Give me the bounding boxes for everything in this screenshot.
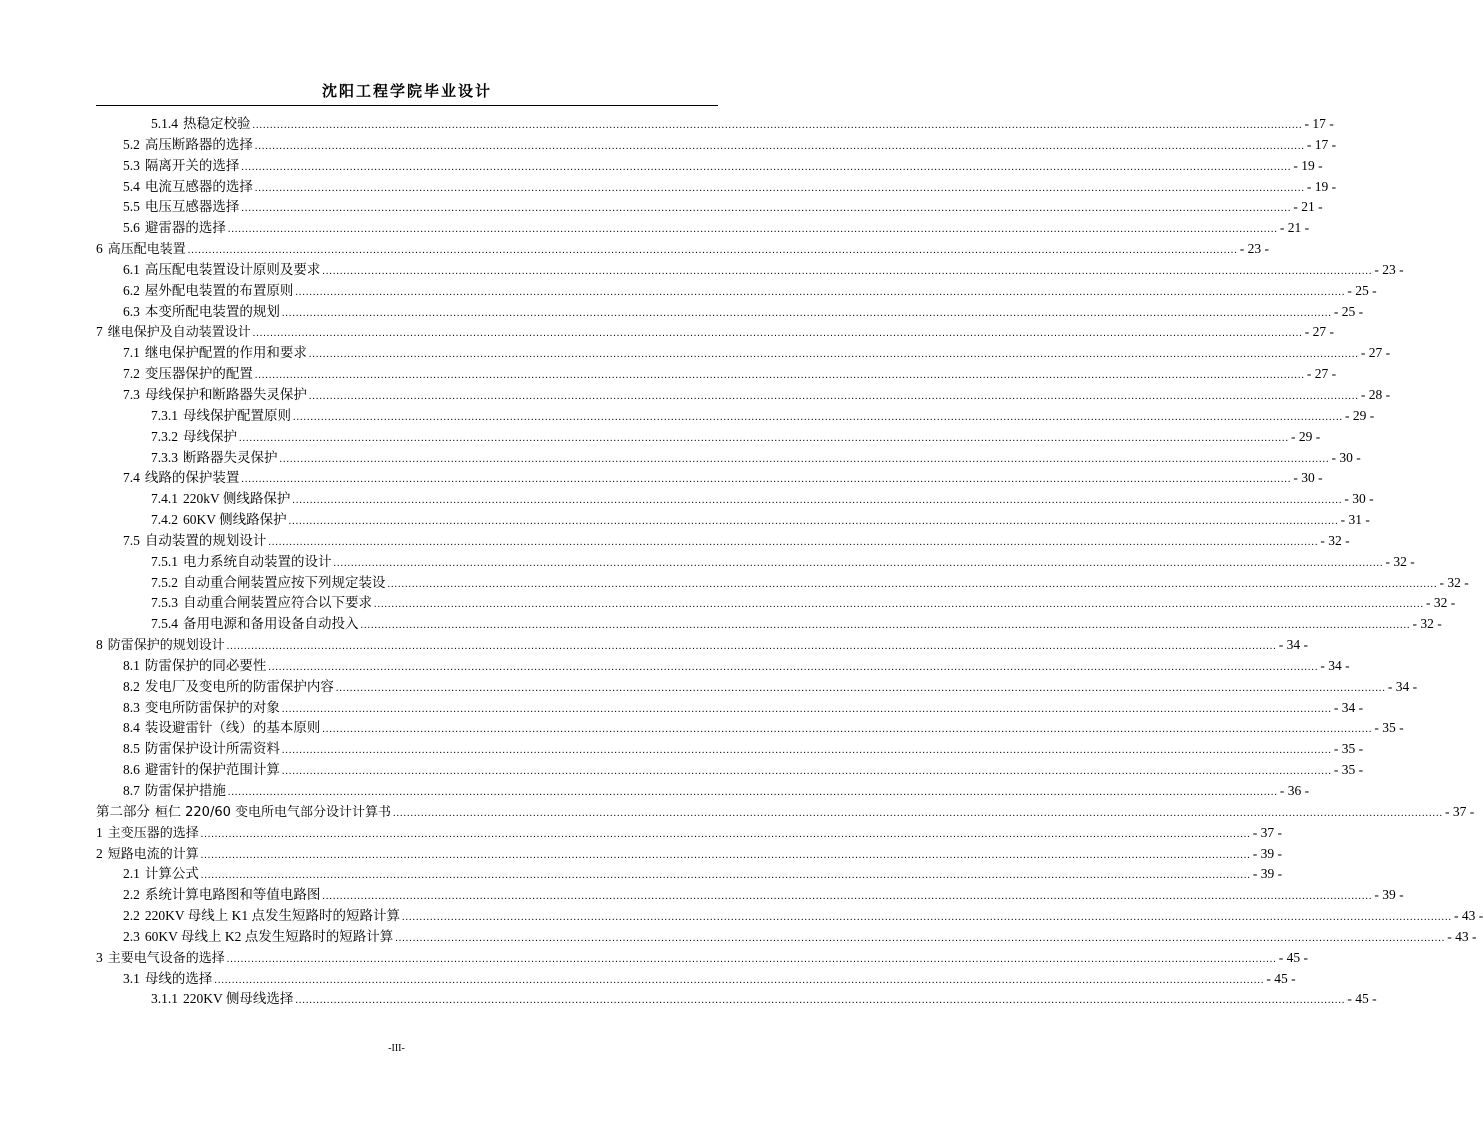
toc-entry-page: - 45 - (1278, 949, 1309, 965)
toc-entry-number: 7.4 (123, 470, 140, 486)
toc-entry-title: 电力系统自动装置的设计 (183, 553, 332, 569)
toc-entry-number: 7.5.1 (151, 553, 178, 569)
toc-dot-leader: ............................................................................................................................................................................................................................................................................................................ (360, 620, 1411, 632)
toc-entry-page: - 35 - (1374, 720, 1404, 736)
toc-entry-number: 5.6 (123, 220, 140, 236)
toc-entry-number: 7.2 (123, 366, 140, 382)
toc-entry-number: 8.2 (123, 678, 140, 694)
toc-entry[interactable] (96, 698, 1364, 719)
toc-dot-leader: ............................................................................................................................................................................................................................................................................................................ (227, 224, 1278, 236)
toc-entry-title: 防雷保护的规划设计 (107, 638, 225, 654)
toc-entry[interactable] (96, 823, 1283, 844)
toc-entry[interactable] (96, 468, 1323, 489)
toc-entry-number: 6.2 (123, 282, 140, 298)
toc-entry-number: 7.4.2 (151, 512, 178, 528)
toc-entry-number: 8.5 (123, 741, 140, 757)
toc-entry-number: 2.2 (123, 908, 140, 924)
toc-entry[interactable] (96, 197, 1323, 218)
toc-entry[interactable] (96, 364, 1337, 385)
toc-dot-leader: ............................................................................................................................................................................................................................................................................................................ (281, 307, 1332, 319)
toc-entry[interactable] (96, 802, 1475, 823)
toc-entry-title: 隔离开关的选择 (144, 157, 240, 173)
toc-entry-number: 6.1 (123, 261, 140, 277)
toc-entry[interactable] (96, 573, 1469, 594)
toc-entry-page: - 30 - (1331, 449, 1361, 465)
toc-dot-leader: ............................................................................................................................................................................................................................................................................................................ (214, 974, 1265, 986)
toc-entry-title: 发电厂及变电所的防雷保护内容 (144, 678, 334, 694)
page-number: -III- (388, 1043, 405, 1054)
toc-dot-leader: ............................................................................................................................................................................................................................................................................................................ (308, 349, 1359, 361)
toc-entry-title: 60KV 母线上 K2 点发生短路时的短路计算 (144, 928, 394, 944)
toc-entry-number: 7.5 (123, 532, 140, 548)
toc-entry-title: 变电所防雷保护的对象 (144, 699, 280, 715)
toc-entry-page: - 32 - (1426, 595, 1456, 611)
toc-entry-page: - 27 - (1304, 324, 1335, 340)
toc-entry[interactable] (96, 656, 1350, 677)
toc-entry-number: 2 (96, 845, 103, 861)
toc-dot-leader: ............................................................................................................................................................................................................................................................................................................ (241, 474, 1292, 486)
toc-entry-title: 防雷保护设计所需资料 (144, 741, 280, 757)
toc-entry-page: - 34 - (1320, 657, 1350, 673)
toc-dot-leader: ............................................................................................................................................................................................................................................................................................................ (374, 599, 1424, 611)
toc-entry-title: 自动装置的规划设计 (144, 532, 267, 548)
toc-entry-title: 屋外配电装置的布置原则 (144, 282, 294, 298)
toc-entry-page: - 30 - (1344, 491, 1374, 507)
toc-entry[interactable] (96, 969, 1296, 990)
toc-entry-title: 系统计算电路图和等值电路图 (144, 887, 321, 903)
toc-dot-leader: ............................................................................................................................................................................................................................................................................................................ (252, 120, 1303, 131)
toc-dot-leader: ............................................................................................................................................................................................................................................................................................................ (322, 724, 1373, 736)
toc-dot-leader: ............................................................................................................................................................................................................................................................................................................ (254, 182, 1305, 194)
toc-dot-leader: ............................................................................................................................................................................................................................................................................................................ (281, 703, 1332, 715)
toc-entry-number: 8.4 (123, 720, 140, 736)
toc-entry-title: 主要电气设备的选择 (107, 950, 225, 966)
table-of-contents (96, 114, 1483, 1010)
toc-entry-number: 1 (96, 824, 103, 840)
toc-entry-page: - 32 - (1385, 553, 1415, 569)
toc-dot-leader: ............................................................................................................................................................................................................................................................................................................ (292, 495, 1343, 507)
toc-entry[interactable] (96, 135, 1337, 156)
toc-entry[interactable] (96, 531, 1350, 552)
toc-entry-page: - 29 - (1291, 428, 1321, 444)
toc-entry-page: - 32 - (1320, 532, 1350, 548)
toc-entry-number: 5.5 (123, 199, 140, 215)
toc-dot-leader: ............................................................................................................................................................................................................................................................................................................ (268, 661, 1319, 673)
toc-entry[interactable] (96, 718, 1404, 739)
toc-dot-leader: ............................................................................................................................................................................................................................................................................................................ (288, 516, 1339, 528)
toc-entry-title: 主变压器的选择 (107, 825, 199, 841)
toc-entry-title: 220kV 侧线路保护 (183, 491, 291, 507)
toc-entry[interactable] (96, 781, 1310, 802)
toc-entry-page: - 17 - (1306, 136, 1337, 152)
toc-dot-leader: ............................................................................................................................................................................................................................................................................................................ (308, 390, 1359, 402)
toc-entry-title: 防雷保护的同必要性 (144, 657, 267, 673)
toc-entry-page: - 39 - (1374, 887, 1404, 903)
toc-entry-title: 备用电源和备用设备自动投入 (183, 616, 359, 632)
toc-entry-page: - 25 - (1333, 303, 1364, 319)
toc-dot-leader: ............................................................................................................................................................................................................................................................................................................ (226, 641, 1277, 653)
toc-entry-title: 电流互感器的选择 (144, 178, 253, 194)
toc-dot-leader: ............................................................................................................................................................................................................................................................................................................ (226, 953, 1277, 965)
toc-entry-title: 电压互感器选择 (144, 199, 240, 215)
toc-entry-page: - 17 - (1304, 116, 1334, 131)
toc-entry-page: - 28 - (1360, 386, 1391, 402)
toc-entry-title: 桓仁 220/60 变电所电气部分设计计算书 (155, 804, 391, 820)
toc-entry-number: 7.3 (123, 386, 140, 402)
toc-entry-title: 自动重合闸装置应按下列规定装设 (183, 574, 386, 590)
toc-dot-leader: ............................................................................................................................................................................................................................................................................................................ (293, 411, 1343, 423)
toc-entry-page: - 34 - (1278, 637, 1309, 653)
toc-entry-number: 3.1.1 (151, 991, 178, 1007)
toc-entry[interactable] (96, 885, 1404, 906)
toc-entry[interactable] (96, 385, 1391, 406)
toc-entry[interactable] (96, 927, 1477, 948)
toc-dot-leader: ............................................................................................................................................................................................................................................................................................................ (281, 745, 1332, 757)
toc-dot-leader: ............................................................................................................................................................................................................................................................................................................ (393, 807, 1443, 819)
toc-entry-number: 2.1 (123, 866, 140, 882)
toc-dot-leader: ............................................................................................................................................................................................................................................................................................................ (387, 578, 1438, 590)
toc-entry[interactable] (96, 406, 1375, 427)
toc-entry[interactable] (96, 343, 1391, 364)
toc-entry-number: 7.3.3 (151, 449, 178, 465)
toc-entry-page: - 23 - (1239, 241, 1270, 257)
toc-entry-page: - 31 - (1340, 512, 1370, 528)
toc-dot-leader: ............................................................................................................................................................................................................................................................................................................ (322, 891, 1373, 903)
toc-entry-page: - 29 - (1345, 407, 1375, 423)
toc-entry-title: 计算公式 (144, 866, 199, 882)
toc-entry[interactable] (96, 489, 1374, 510)
toc-entry-number: 7.1 (123, 345, 140, 361)
toc-entry[interactable] (96, 906, 1483, 927)
toc-entry-page: - 39 - (1252, 845, 1283, 861)
toc-entry-page: - 43 - (1454, 908, 1483, 924)
toc-entry-number: 第二部分 (96, 803, 150, 819)
toc-entry-page: - 21 - (1279, 220, 1310, 236)
toc-entry-title: 220KV 母线上 K1 点发生短路时的短路计算 (144, 908, 401, 924)
toc-entry[interactable] (96, 760, 1364, 781)
toc-entry-number: 3 (96, 949, 103, 965)
toc-entry-number: 3.1 (123, 970, 140, 986)
toc-entry-page: - 37 - (1252, 824, 1283, 840)
toc-dot-leader: ............................................................................................................................................................................................................................................................................................................ (241, 161, 1292, 173)
toc-entry[interactable] (96, 260, 1404, 281)
toc-entry-title: 防雷保护措施 (144, 783, 226, 798)
toc-dot-leader: ............................................................................................................................................................................................................................................................................................................ (333, 557, 1384, 569)
toc-entry-number: 8.1 (123, 657, 140, 673)
toc-entry-title: 母线的选择 (144, 970, 213, 986)
toc-dot-leader: ............................................................................................................................................................................................................................................................................................................ (200, 849, 1251, 861)
toc-entry[interactable] (96, 948, 1309, 969)
toc-dot-leader: ............................................................................................................................................................................................................................................................................................................ (254, 140, 1305, 152)
toc-entry-number: 8.7 (123, 783, 140, 798)
toc-entry-page: - 43 - (1447, 928, 1477, 944)
toc-entry-page: - 32 - (1439, 574, 1469, 590)
toc-entry[interactable] (96, 864, 1283, 885)
toc-entry-page: - 39 - (1252, 866, 1283, 882)
toc-entry-number: 7.5.4 (151, 616, 178, 632)
toc-entry-title: 自动重合闸装置应符合以下要求 (183, 595, 372, 611)
toc-entry-number: 7.4.1 (151, 491, 178, 507)
toc-entry-number: 7.3.1 (151, 407, 178, 423)
toc-entry-page: - 35 - (1333, 741, 1364, 757)
toc-entry-title: 继电保护配置的作用和要求 (144, 345, 307, 361)
toc-entry-title: 断路器失灵保护 (183, 449, 278, 465)
toc-dot-leader: ............................................................................................................................................................................................................................................................................................................ (252, 328, 1303, 340)
toc-entry-number: 7.5.3 (151, 595, 178, 611)
toc-entry-title: 220KV 侧母线选择 (183, 991, 294, 1007)
toc-dot-leader: ............................................................................................................................................................................................................................................................................................................ (395, 932, 1446, 944)
header-rule (96, 105, 718, 106)
toc-dot-leader: ............................................................................................................................................................................................................................................................................................................ (200, 870, 1251, 882)
toc-entry-title: 60KV 侧线路保护 (183, 512, 287, 528)
toc-entry-title: 装设避雷针（线）的基本原则 (144, 720, 321, 736)
toc-entry-page: - 25 - (1347, 282, 1377, 298)
toc-dot-leader: ............................................................................................................................................................................................................................................................................................................ (281, 766, 1332, 778)
toc-entry-page: - 35 - (1333, 762, 1364, 778)
toc-entry-page: - 27 - (1306, 366, 1337, 382)
toc-dot-leader: ............................................................................................................................................................................................................................................................................................................ (295, 995, 1346, 1007)
toc-entry-title: 本变所配电装置的规划 (144, 303, 280, 319)
toc-entry-number: 5.3 (123, 157, 140, 173)
toc-entry-page: - 34 - (1333, 699, 1364, 715)
toc-entry[interactable] (96, 177, 1337, 198)
toc-entry[interactable] (96, 114, 1334, 135)
toc-entry-number: 8.6 (123, 762, 140, 778)
toc-dot-leader: ............................................................................................................................................................................................................................................................................................................ (402, 912, 1453, 924)
toc-dot-leader: ............................................................................................................................................................................................................................................................................................................ (227, 787, 1278, 798)
toc-entry-page: - 37 - (1445, 803, 1475, 819)
toc-entry-page: - 45 - (1266, 970, 1296, 986)
toc-entry-title: 继电保护及自动装置设计 (107, 325, 251, 341)
toc-entry[interactable] (96, 677, 1418, 698)
toc-entry-page: - 19 - (1306, 178, 1337, 194)
toc-entry[interactable] (96, 427, 1321, 448)
toc-entry-number: 5.2 (123, 136, 140, 152)
toc-entry-title: 变压器保护的配置 (144, 366, 253, 382)
toc-entry[interactable] (96, 593, 1456, 614)
toc-entry-page: - 27 - (1360, 345, 1391, 361)
page-header-title: 沈阳工程学院毕业设计 (321, 82, 492, 100)
toc-dot-leader: ............................................................................................................................................................................................................................................................................................................ (295, 286, 1346, 298)
toc-dot-leader: ............................................................................................................................................................................................................................................................................................................ (254, 370, 1305, 382)
toc-entry-number: 5.1.4 (151, 116, 178, 131)
toc-entry[interactable] (96, 739, 1364, 760)
toc-dot-leader: ............................................................................................................................................................................................................................................................................................................ (322, 265, 1373, 277)
toc-entry-title: 避雷器的选择 (144, 220, 226, 236)
toc-entry[interactable] (96, 322, 1335, 343)
toc-entry-number: 7 (96, 324, 103, 340)
toc-entry-page: - 34 - (1387, 678, 1418, 694)
toc-entry[interactable] (96, 552, 1415, 573)
toc-entry-title: 高压断路器的选择 (144, 136, 253, 152)
toc-entry-page: - 30 - (1293, 470, 1323, 486)
toc-entry-number: 8.3 (123, 699, 140, 715)
toc-entry-title: 高压配电装置 (107, 242, 186, 258)
toc-dot-leader: ............................................................................................................................................................................................................................................................................................................ (200, 828, 1251, 840)
toc-entry[interactable] (96, 510, 1370, 531)
toc-entry[interactable] (96, 448, 1361, 469)
toc-entry-title: 母线保护 (183, 428, 237, 444)
toc-entry[interactable] (96, 989, 1377, 1010)
toc-entry-page: - 45 - (1347, 991, 1377, 1007)
toc-entry-number: 8 (96, 637, 103, 653)
toc-entry[interactable] (96, 281, 1377, 302)
toc-entry-page: - 32 - (1412, 616, 1442, 632)
toc-entry-title: 热稳定校验 (183, 116, 251, 131)
toc-dot-leader: ............................................................................................................................................................................................................................................................................................................ (239, 432, 1289, 444)
toc-dot-leader: ............................................................................................................................................................................................................................................................................................................ (279, 453, 1330, 465)
toc-entry[interactable] (96, 844, 1283, 865)
toc-entry-number: 6.3 (123, 303, 140, 319)
toc-entry-number: 2.3 (123, 928, 140, 944)
toc-entry-title: 短路电流的计算 (107, 846, 199, 862)
toc-dot-leader: ............................................................................................................................................................................................................................................................................................................ (187, 245, 1238, 257)
toc-entry-title: 线路的保护装置 (144, 470, 240, 486)
toc-entry[interactable] (96, 302, 1364, 323)
toc-entry-number: 7.5.2 (151, 574, 178, 590)
toc-entry-page: - 19 - (1293, 157, 1323, 173)
toc-entry[interactable] (96, 156, 1323, 177)
toc-entry[interactable] (96, 635, 1309, 656)
toc-dot-leader: ............................................................................................................................................................................................................................................................................................................ (268, 536, 1319, 548)
toc-entry-number: 2.2 (123, 887, 140, 903)
toc-entry-number: 7.3.2 (151, 428, 178, 444)
toc-dot-leader: ............................................................................................................................................................................................................................................................................................................ (335, 682, 1386, 694)
toc-entry-title: 母线保护配置原则 (183, 407, 291, 423)
toc-entry-number: 5.4 (123, 178, 140, 194)
toc-entry-page: - 23 - (1374, 261, 1404, 277)
toc-entry-page: - 21 - (1293, 199, 1323, 215)
toc-entry-number: 6 (96, 241, 103, 257)
toc-entry-title: 高压配电装置设计原则及要求 (144, 261, 321, 277)
toc-entry-page: - 36 - (1279, 783, 1310, 798)
toc-entry[interactable] (96, 614, 1442, 635)
toc-entry[interactable] (96, 218, 1310, 239)
toc-entry[interactable] (96, 239, 1270, 260)
toc-dot-leader: ............................................................................................................................................................................................................................................................................................................ (241, 203, 1292, 215)
toc-entry-title: 母线保护和断路器失灵保护 (144, 386, 307, 402)
toc-entry-title: 避雷针的保护范围计算 (144, 762, 280, 778)
